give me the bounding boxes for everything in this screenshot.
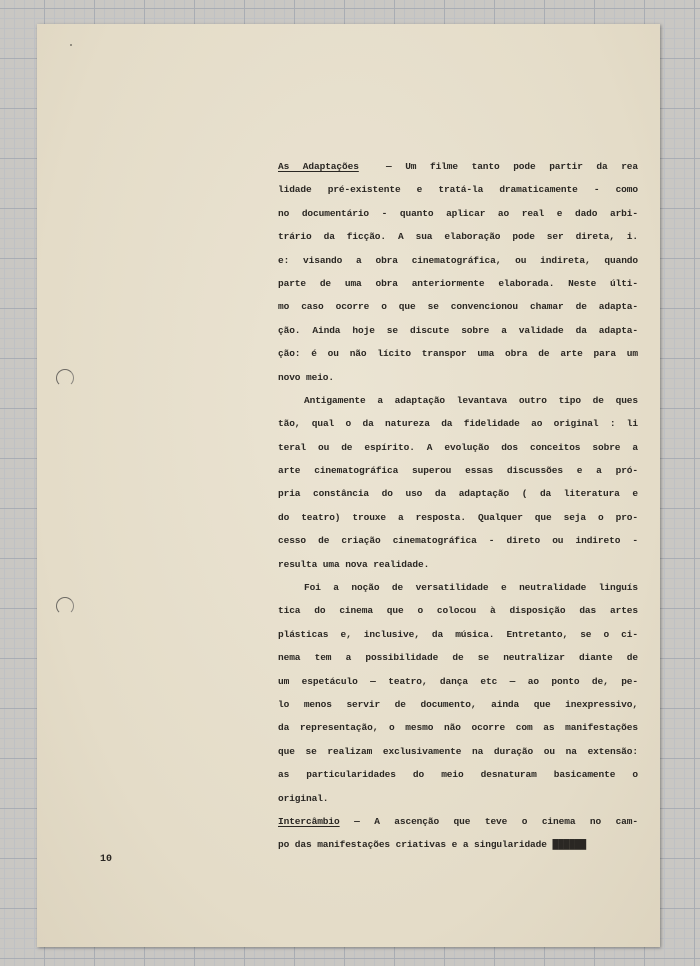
text-line: e: visando a obra cinematográfica, ou indireta, quando	[278, 254, 638, 266]
text-line: As Adaptações — Um filme tanto pode partir da rea	[278, 161, 639, 172]
text-line: cesso de criação cinematográfica - direto ou indireto -	[278, 535, 638, 547]
text-line: tica do cinema que o colocou à disposição das artes	[278, 605, 638, 617]
text-line: lo menos servir de documento, ainda que inexpressivo,	[278, 698, 638, 710]
text-line: no documentário - quanto aplicar ao real e dado arbi-	[278, 207, 638, 219]
text-line: tão, qual o da natureza da fidelidade ao original : li	[278, 418, 638, 430]
text-line: arte cinematográfica superou essas discussões e a pró-	[278, 465, 638, 477]
text-line: novo meio.	[278, 371, 335, 383]
struck-out-word: ██████	[552, 839, 587, 851]
text-line: lidade pré-existente e tratá-la dramaticamente - como	[278, 184, 638, 196]
section-heading-intercambio: Intercâmbio	[278, 815, 340, 827]
text-line: mo caso ocorre o que se convencionou chamar de adapta-	[278, 301, 638, 313]
text-line: trário da ficção. A sua elaboração pode ser direta, i.	[278, 231, 638, 243]
text-line: um espetáculo — teatro, dança etc — ao ponto de, pe-	[278, 675, 638, 687]
text-line: resulta uma nova realidade.	[278, 558, 430, 570]
text-line: que se realizam exclusivamente na duração ou na extensão:	[278, 745, 638, 757]
text-line: as particularidades do meio desnaturam basicamente o	[278, 769, 638, 781]
text-line: Foi a noção de versatilidade e neutralidade linguís	[304, 582, 638, 594]
text-line: po das manifestações criativas e a singularidade ██████	[278, 839, 587, 851]
paper-speck	[70, 44, 72, 46]
punch-hole-bottom	[56, 597, 74, 615]
typewritten-text	[278, 155, 638, 857]
text-line: do teatro) trouxe a resposta. Qualquer que seja o pro-	[278, 511, 638, 523]
page-number: 10	[100, 854, 113, 865]
text-line: plásticas e, inclusive, da música. Entretanto, se o ci-	[278, 628, 638, 640]
text-line: ção: é ou não lícito transpor uma obra de arte para um	[278, 348, 638, 360]
text-line: Antigamente a adaptação levantava outro tipo de ques	[304, 394, 638, 406]
text-line: Intercâmbio — A ascenção que teve o cinema no cam-	[278, 815, 638, 827]
text-line: parte de uma obra anteriormente elaborada. Neste últi-	[278, 277, 638, 289]
text-line: nema tem a possibilidade de se neutralizar diante de	[278, 652, 638, 664]
section-heading-adaptacoes: As Adaptações	[278, 161, 359, 172]
document-page	[37, 24, 660, 947]
text-line: pria constância do uso da adaptação ( da literatura e	[278, 488, 638, 500]
text-line: da representação, o mesmo não ocorre com as manifestações	[278, 722, 638, 734]
punch-hole-top	[56, 369, 74, 387]
text-line: teral ou de espírito. A evolução dos conceitos sobre a	[278, 441, 638, 453]
text-line: ção. Ainda hoje se discute sobre a validade da adapta-	[278, 324, 638, 336]
text-line: original.	[278, 792, 329, 804]
